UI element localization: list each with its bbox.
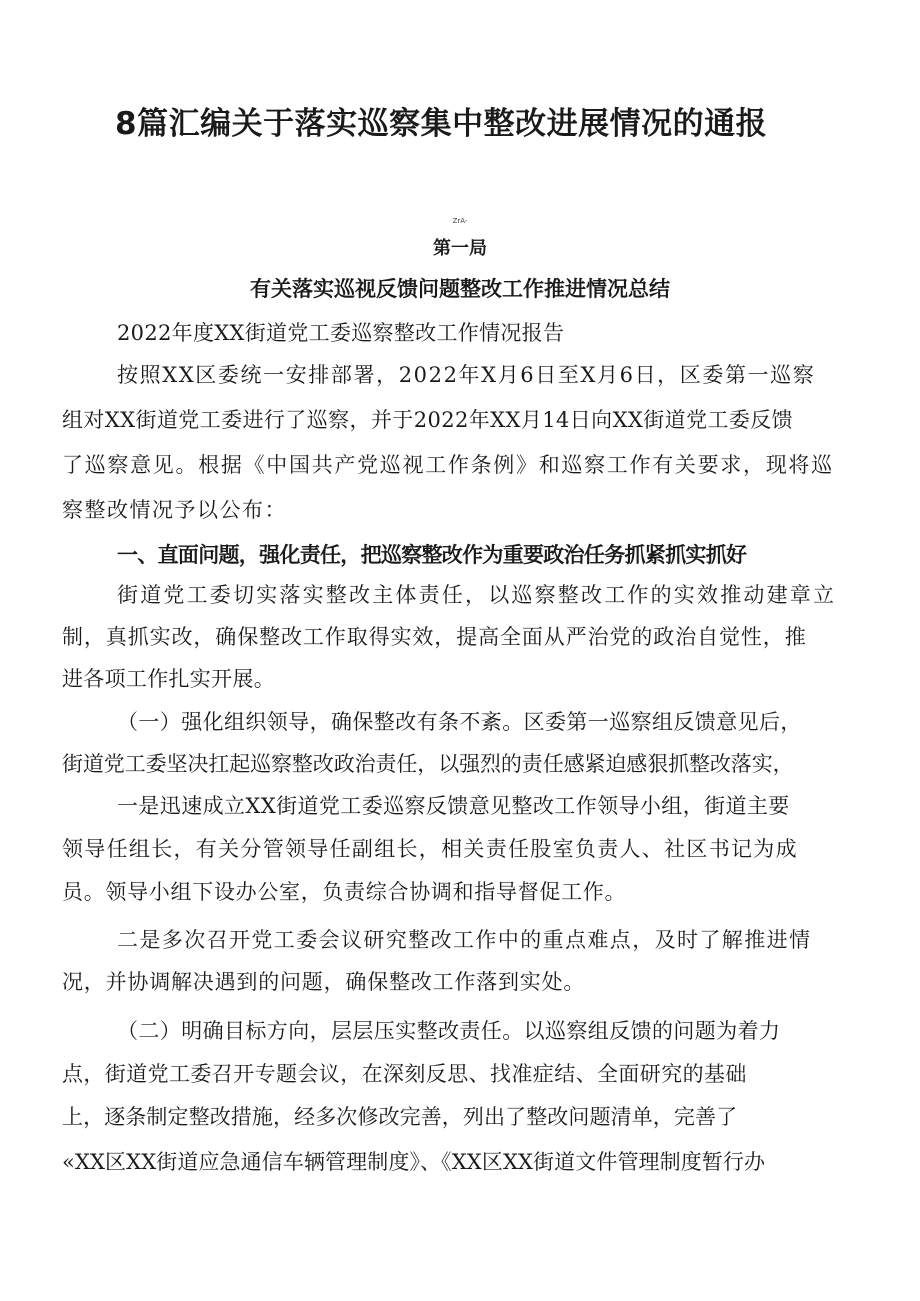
- paragraph-line: 街道党工委切实落实整改主体责任，以巡察整改工作的实效推动建章立: [117, 583, 837, 607]
- report-title-line: 2022年度XX街道党工委巡察整改工作情况报告: [117, 321, 565, 345]
- paragraph-line: 察整改情况予以公布：: [62, 498, 287, 522]
- paragraph-line: 街道党工委坚决扛起巡察整改政治责任，以强烈的责任感紧迫感狠抓整改落实，: [62, 752, 794, 776]
- paragraph-line: 组对XX街道党工委进行了巡察，并于2022年XX月14日向XX街道党工委反馈: [62, 408, 794, 432]
- paragraph-line: 制，真抓实改，确保整改工作取得实效，提高全面从严治党的政治自觉性，推: [62, 625, 807, 649]
- paragraph-line: 上，逐条制定整改措施，经多次修改完善，列出了整改问题清单，完善了: [62, 1105, 738, 1129]
- section-title: 有关落实巡视反馈问题整改工作推进情况总结: [250, 277, 670, 301]
- section-number: 第一局: [433, 238, 487, 259]
- paragraph-line: 况，并协调解决遇到的问题，确保整改工作落到实处。: [62, 970, 586, 994]
- small-mark: ZrA-: [452, 217, 468, 225]
- paragraph-line: 领导任组长，有关分管领导任副组长，相关责任股室负责人、社区书记为成: [62, 837, 798, 861]
- paragraph-line: 进各项工作扎实开展。: [62, 667, 275, 691]
- document-title: 8篇汇编关于落实巡察集中整改进展情况的通报: [115, 106, 768, 142]
- paragraph-line: 了巡察意见。根据《中国共产党巡视工作条例》和巡察工作有关要求，现将巡: [62, 453, 834, 477]
- section-heading: 一、直面问题，强化责任，把巡察整改作为重要政治任务抓紧抓实抓好: [117, 543, 747, 567]
- paragraph-line: 按照XX区委统一安排部署，2022年X月6日至X月6日，区委第一巡察: [117, 363, 816, 387]
- paragraph-line: 二是多次召开党工委会议研究整改工作中的重点难点，及时了解推进情: [117, 928, 812, 952]
- paragraph-line: （二）明确目标方向，层层压实整改责任。以巡察组反馈的问题为着力: [117, 1019, 781, 1043]
- paragraph-line: «XX区XX街道应急通信车辆管理制度》、《XX区XX街道文件管理制度暂行办: [62, 1150, 766, 1174]
- paragraph-line: 点，街道党工委召开专题会议，在深刻反思、找准症结、全面研究的基础: [62, 1062, 747, 1086]
- paragraph-line: （一）强化组织领导，确保整改有条不紊。区委第一巡察组反馈意见后，: [117, 710, 802, 734]
- paragraph-line: 一是迅速成立XX街道党工委巡察反馈意见整改工作领导小组，街道主要: [117, 794, 790, 818]
- paragraph-line: 员。领导小组下设办公室，负责综合协调和指导督促工作。: [62, 880, 627, 904]
